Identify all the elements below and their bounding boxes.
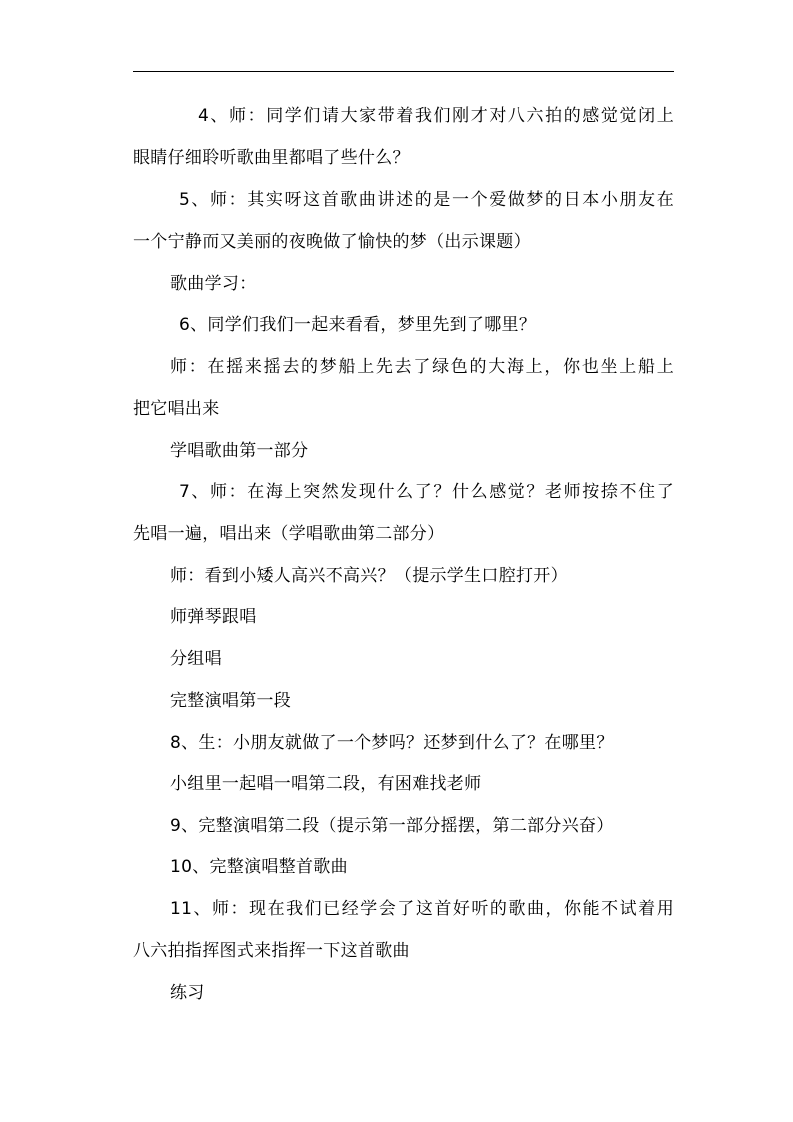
paragraph-line: 分组唱 [170, 649, 222, 669]
paragraph-line: 10、完整演唱整首歌曲 [170, 857, 348, 877]
paragraph-line: 眼睛仔细聆听歌曲里都唱了些什么？ [133, 148, 410, 168]
paragraph-line: 小组里一起唱一唱第二段，有困难找老师 [170, 774, 482, 794]
paragraph-line: 练习 [170, 983, 205, 1003]
paragraph-line: 6、同学们我们一起来看看，梦里先到了哪里？ [179, 315, 537, 335]
paragraph-line: 一个宁静而又美丽的夜晚做了愉快的梦（出示课题） [133, 232, 531, 252]
paragraph-line: 先唱一遍，唱出来（学唱歌曲第二部分） [133, 524, 445, 544]
paragraph-line: 师弹琴跟唱 [170, 607, 257, 627]
paragraph-line: 8、生：小朋友就做了一个梦吗？还梦到什么了？在哪里？ [170, 733, 614, 753]
paragraph-line: 把它唱出来 [133, 399, 220, 419]
paragraph-line: 师：在摇来摇去的梦船上先去了绿色的大海上，你也坐上船上 [170, 357, 674, 377]
header-rule [133, 71, 674, 72]
paragraph-line: 7、师：在海上突然发现什么了？什么感觉？老师按捺不住了 [179, 482, 674, 502]
paragraph-line: 八六拍指挥图式来指挥一下这首歌曲 [133, 941, 410, 961]
paragraph-line: 9、完整演唱第二段（提示第一部分摇摆，第二部分兴奋） [170, 816, 614, 836]
paragraph-line: 4、师：同学们请大家带着我们刚才对八六拍的感觉觉闭上 [198, 106, 674, 126]
paragraph-line: 完整演唱第一段 [170, 691, 292, 711]
paragraph-line: 歌曲学习： [170, 274, 257, 294]
paragraph-line: 11、师：现在我们已经学会了这首好听的歌曲，你能不试着用 [170, 899, 674, 919]
paragraph-line: 5、师：其实呀这首歌曲讲述的是一个爱做梦的日本小朋友在 [179, 190, 674, 210]
paragraph-line: 学唱歌曲第一部分 [170, 441, 309, 461]
paragraph-line: 师：看到小矮人高兴不高兴？（提示学生口腔打开） [170, 566, 568, 586]
